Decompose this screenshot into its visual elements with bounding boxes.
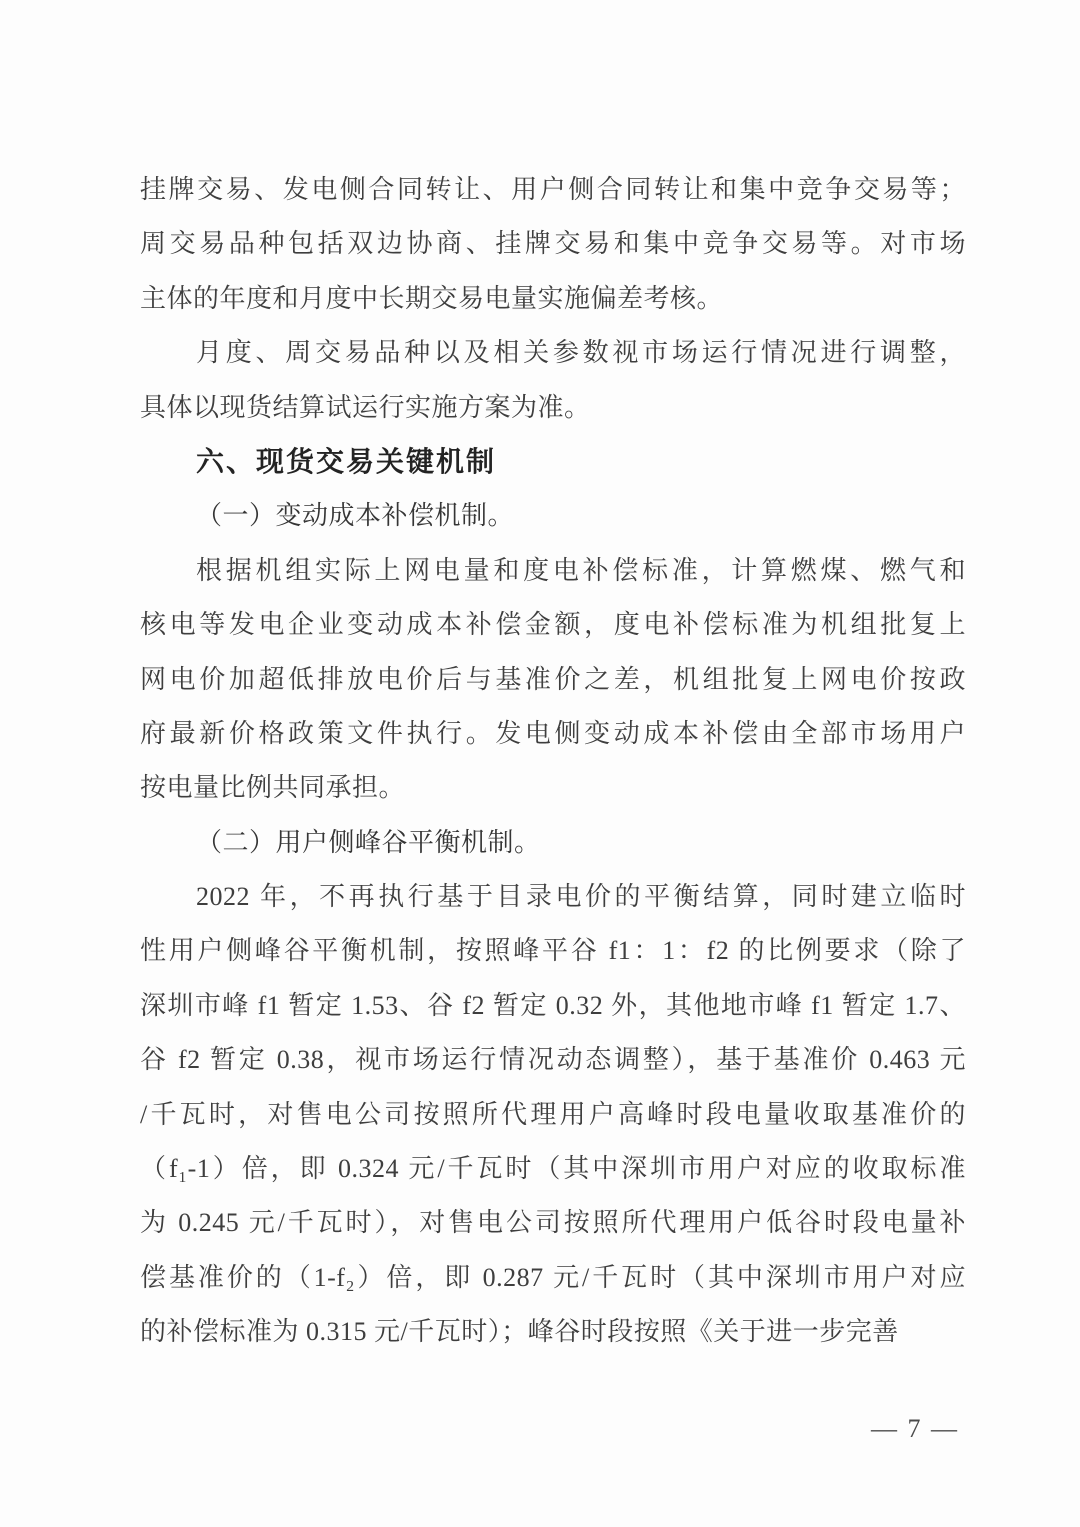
body-line: 为 0.245 元/千瓦时），对售电公司按照所代理用户低谷时段电量补: [140, 1208, 966, 1238]
subsection-heading: （二）用户侧峰谷平衡机制。: [196, 827, 541, 857]
body-line: 根据机组实际上网电量和度电补偿标准，计算燃煤、燃气和: [196, 555, 966, 585]
body-line: 网电价加超低排放电价后与基准价之差，机组批复上网电价按政: [140, 664, 966, 694]
body-line: （f₁-1）倍，即 0.324 元/千瓦时（其中深圳市用户对应的收取标准: [140, 1154, 966, 1184]
body-line: 谷 f2 暂定 0.38，视市场运行情况动态调整），基于基准价 0.463 元: [140, 1045, 966, 1075]
subsection-heading: （一）变动成本补偿机制。: [196, 501, 515, 531]
body-line: /千瓦时，对售电公司按照所代理用户高峰时段电量收取基准价的: [140, 1099, 966, 1129]
body-line: 府最新价格政策文件执行。发电侧变动成本补偿由全部市场用户: [140, 718, 966, 748]
body-line: 具体以现货结算试运行实施方案为准。: [140, 392, 591, 422]
body-line: 的补偿标准为 0.315 元/千瓦时）；峰谷时段按照《关于进一步完善: [140, 1317, 899, 1347]
body-line: 按电量比例共同承担。: [140, 773, 406, 803]
body-line: 深圳市峰 f1 暂定 1.53、谷 f2 暂定 0.32 外，其他地市峰 f1 暂定 1.7、: [140, 990, 966, 1020]
body-line: 主体的年度和月度中长期交易电量实施偏差考核。: [140, 283, 724, 313]
section-heading: 六、现货交易关键机制: [196, 445, 497, 477]
document-text-block: [140, 163, 966, 1360]
body-line: 周交易品种包括双边协商、挂牌交易和集中竞争交易等。对市场: [140, 229, 966, 259]
body-line: 2022 年，不再执行基于目录电价的平衡结算，同时建立临时: [196, 882, 966, 912]
body-line: 挂牌交易、发电侧合同转让、用户侧合同转让和集中竞争交易等；: [140, 175, 966, 204]
body-line: 核电等发电企业变动成本补偿金额，度电补偿标准为机组批复上: [140, 610, 966, 640]
body-line: 月度、周交易品种以及相关参数视市场运行情况进行调整，: [196, 338, 966, 368]
body-line: 性用户侧峰谷平衡机制，按照峰平谷 f1：1：f2 的比例要求（除了: [140, 936, 966, 966]
page-number: — 7 —: [871, 1414, 959, 1443]
body-line: 偿基准价的（1-f₂）倍，即 0.287 元/千瓦时（其中深圳市用户对应: [140, 1262, 966, 1292]
